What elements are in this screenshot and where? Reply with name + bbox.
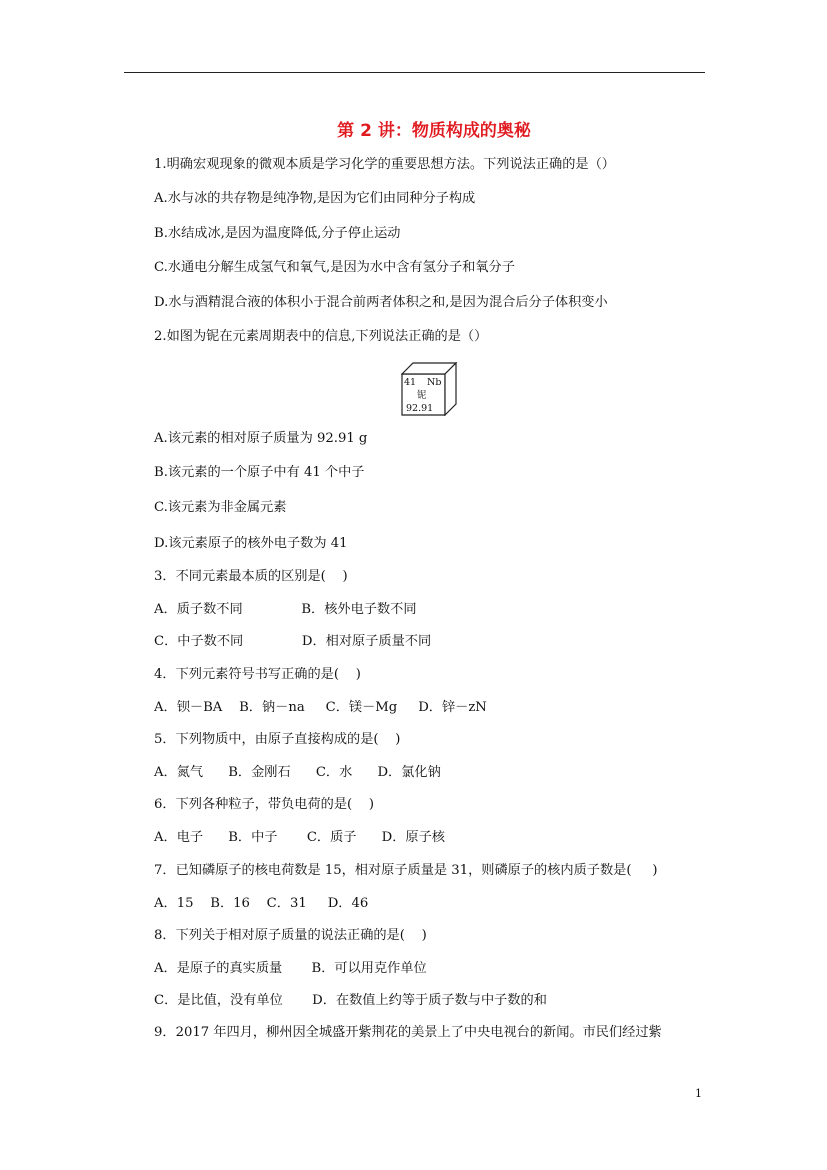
element-mass: 92.91 bbox=[406, 403, 434, 414]
question-2-option-c: C.该元素为非金属元素 bbox=[154, 500, 287, 515]
question-8-stem: 8．下列关于相对原子质量的说法正确的是( ) bbox=[154, 928, 427, 943]
question-2-option-b: B.该元素的一个原子中有 41 个中子 bbox=[154, 465, 365, 480]
question-2-option-d: D.该元素原子的核外电子数为 41 bbox=[154, 536, 348, 551]
question-3-stem: 3．不同元素最本质的区别是( ) bbox=[154, 569, 348, 584]
element-symbol: Nb bbox=[427, 377, 442, 388]
question-1-option-a: A.水与冰的共存物是纯净物,是因为它们由同种分子构成 bbox=[154, 191, 476, 206]
question-1-option-c: C.水通电分解生成氢气和氧气,是因为水中含有氢分子和氧分子 bbox=[154, 260, 515, 275]
question-2-stem: 2.如图为铌在元素周期表中的信息,下列说法正确的是（） bbox=[154, 329, 488, 344]
question-8-options-cd: C．是比值，没有单位 D．在数值上约等于质子数与中子数的和 bbox=[154, 993, 547, 1008]
page-number: 1 bbox=[695, 1087, 702, 1100]
header-rule bbox=[124, 72, 705, 73]
page-title: 第 2 讲：物质构成的奥秘 bbox=[337, 121, 531, 141]
question-1-option-d: D.水与酒精混合液的体积小于混合前两者体积之和,是因为混合后分子体积变小 bbox=[154, 295, 608, 310]
question-3-options-cd: C．中子数不同 D．相对原子质量不同 bbox=[154, 634, 432, 649]
question-4-stem: 4．下列元素符号书写正确的是( ) bbox=[154, 667, 361, 682]
question-9-stem: 9．2017 年四月，柳州因全城盛开紫荆花的美景上了中央电视台的新闻。市民们经过紫 bbox=[154, 1025, 662, 1040]
question-6-stem: 6．下列各种粒子，带负电荷的是( ) bbox=[154, 797, 375, 812]
question-7-stem: 7．已知磷原子的核电荷数是 15，相对原子质量是 31，则磷原子的核内质子数是( ) bbox=[154, 863, 658, 878]
niobium-element-card bbox=[401, 362, 457, 416]
question-1-option-b: B.水结成冰,是因为温度降低,分子停止运动 bbox=[154, 226, 401, 241]
question-7-options: A．15 B．16 C．31 D．46 bbox=[154, 896, 369, 911]
question-3-options-ab: A．质子数不同 B．核外电子数不同 bbox=[154, 602, 417, 617]
question-1-stem: 1.明确宏观现象的微观本质是学习化学的重要思想方法。下列说法正确的是（） bbox=[154, 157, 615, 172]
question-4-options: A．钡－BA B．钠－na C．镁－Mg D．锌－zN bbox=[154, 700, 487, 715]
question-6-options: A．电子 B．中子 C．质子 D．原子核 bbox=[154, 830, 445, 845]
question-5-options: A．氮气 B．金刚石 C．水 D．氯化钠 bbox=[154, 765, 441, 780]
question-2-option-a: A.该元素的相对原子质量为 92.91 g bbox=[154, 431, 368, 446]
element-number: 41 bbox=[404, 377, 417, 388]
element-name: 铌 bbox=[417, 390, 427, 401]
question-8-options-ab: A．是原子的真实质量 B．可以用克作单位 bbox=[154, 961, 427, 976]
question-5-stem: 5．下列物质中，由原子直接构成的是( ) bbox=[154, 732, 401, 747]
